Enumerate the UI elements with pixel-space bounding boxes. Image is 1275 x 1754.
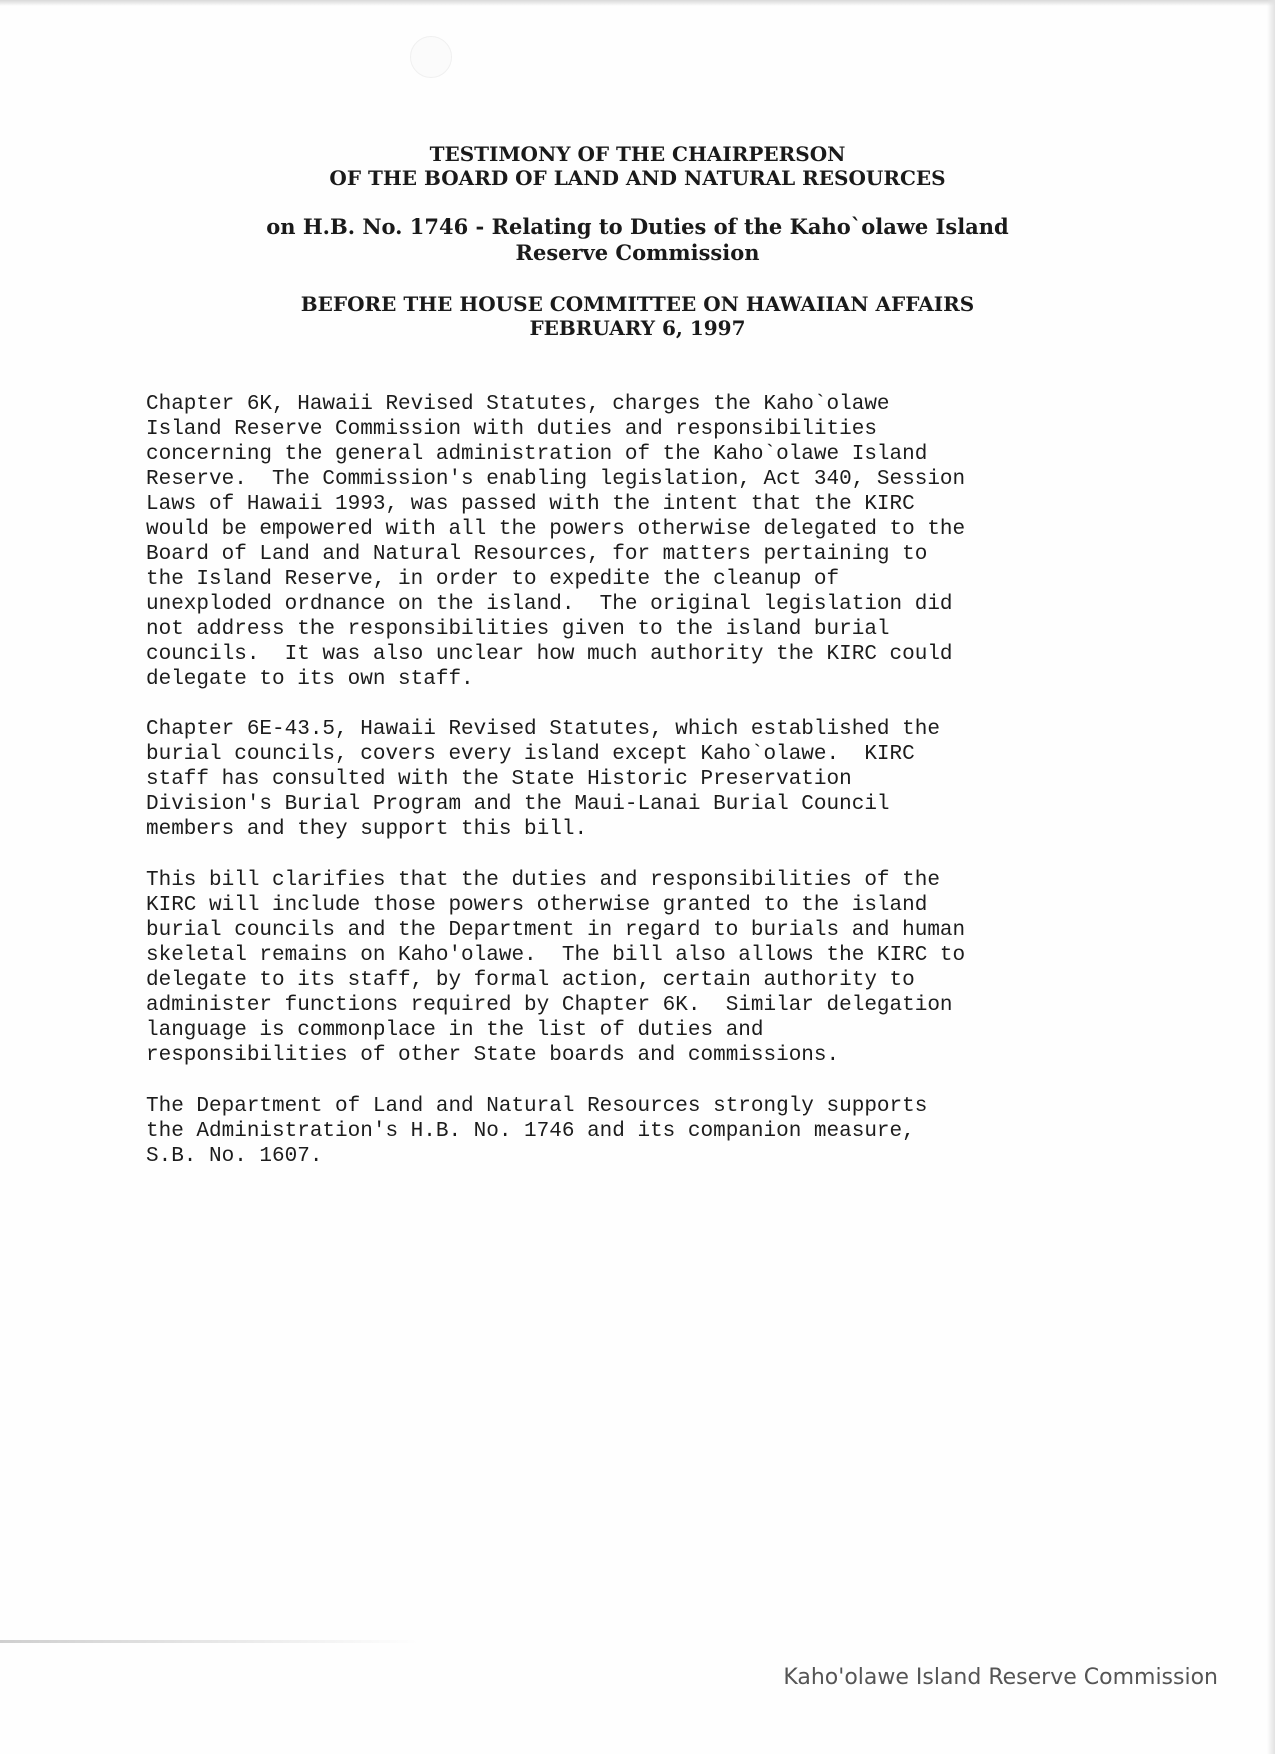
text-line: Board of Land and Natural Resources, for matters pertaining to	[146, 543, 928, 566]
title-line: TESTIMONY OF THE CHAIRPERSON	[429, 142, 846, 166]
text-line: This bill clarifies that the duties and responsibilities of the	[146, 869, 940, 892]
text-line: Laws of Hawaii 1993, was passed with the intent that the KIRC	[146, 493, 915, 516]
text-line: not address the responsibilities given to the island burial	[146, 618, 890, 641]
text-line: would be empowered with all the powers otherwise delegated to the	[146, 518, 966, 541]
text-line: councils. It was also unclear how much authority the KIRC could	[146, 643, 953, 666]
paragraph-1	[146, 392, 1156, 692]
bill-subject	[0, 214, 1275, 266]
text-line: Reserve. The Commission's enabling legislation, Act 340, Session	[146, 468, 966, 491]
testimony-title	[0, 142, 1275, 190]
date-line: FEBRUARY 6, 1997	[529, 316, 746, 340]
text-line: members and they support this bill.	[146, 818, 588, 841]
text-line: delegate to its staff, by formal action, certain authority to	[146, 969, 915, 992]
text-line: Division's Burial Program and the Maui-Lanai Burial Council	[146, 793, 890, 816]
text-line: staff has consulted with the State Historic Preservation	[146, 768, 852, 791]
text-line: skeletal remains on Kaho'olawe. The bill also allows the KIRC to	[146, 944, 966, 967]
text-line: burial councils, covers every island except Kaho`olawe. KIRC	[146, 743, 915, 766]
text-line: concerning the general administration of the Kaho`olawe Island	[146, 443, 928, 466]
text-line: Chapter 6K, Hawaii Revised Statutes, charges the Kaho`olawe	[146, 393, 890, 416]
committee-line: BEFORE THE HOUSE COMMITTEE ON HAWAIIAN AFFAIRS	[300, 292, 975, 316]
paragraph-2	[146, 717, 1156, 842]
text-line: administer functions required by Chapter 6K. Similar delegation	[146, 994, 953, 1017]
title-line: OF THE BOARD OF LAND AND NATURAL RESOURCES	[329, 166, 946, 190]
text-line: language is commonplace in the list of duties and	[146, 1019, 764, 1042]
text-line: KIRC will include those powers otherwise granted to the island	[146, 894, 928, 917]
hearing-info	[0, 292, 1275, 340]
text-line: Chapter 6E-43.5, Hawaii Revised Statutes, which established the	[146, 718, 940, 741]
text-line: the Administration's H.B. No. 1746 and its companion measure,	[146, 1120, 915, 1143]
text-line: the Island Reserve, in order to expedite the cleanup of	[146, 568, 840, 591]
text-line: Island Reserve Commission with duties and responsibilities	[146, 418, 877, 441]
text-line: The Department of Land and Natural Resources strongly supports	[146, 1095, 928, 1118]
text-line: delegate to its own staff.	[146, 668, 474, 691]
paragraph-4	[146, 1094, 1156, 1169]
text-line: unexploded ordnance on the island. The original legislation did	[146, 593, 953, 616]
bill-line: on H.B. No. 1746 - Relating to Duties of the Kaho`olawe Island	[266, 214, 1009, 239]
archive-watermark: Kaho'olawe Island Reserve Commission	[783, 1665, 1218, 1690]
text-line: S.B. No. 1607.	[146, 1145, 323, 1168]
bill-line: Reserve Commission	[515, 240, 760, 265]
text-line: responsibilities of other State boards and commissions.	[146, 1044, 840, 1067]
text-line: burial councils and the Department in regard to burials and human	[146, 919, 966, 942]
paragraph-3	[146, 868, 1156, 1068]
scan-edge-top	[0, 0, 1275, 6]
scan-edge-bottom	[0, 1640, 420, 1643]
punch-hole-mark	[410, 36, 452, 78]
